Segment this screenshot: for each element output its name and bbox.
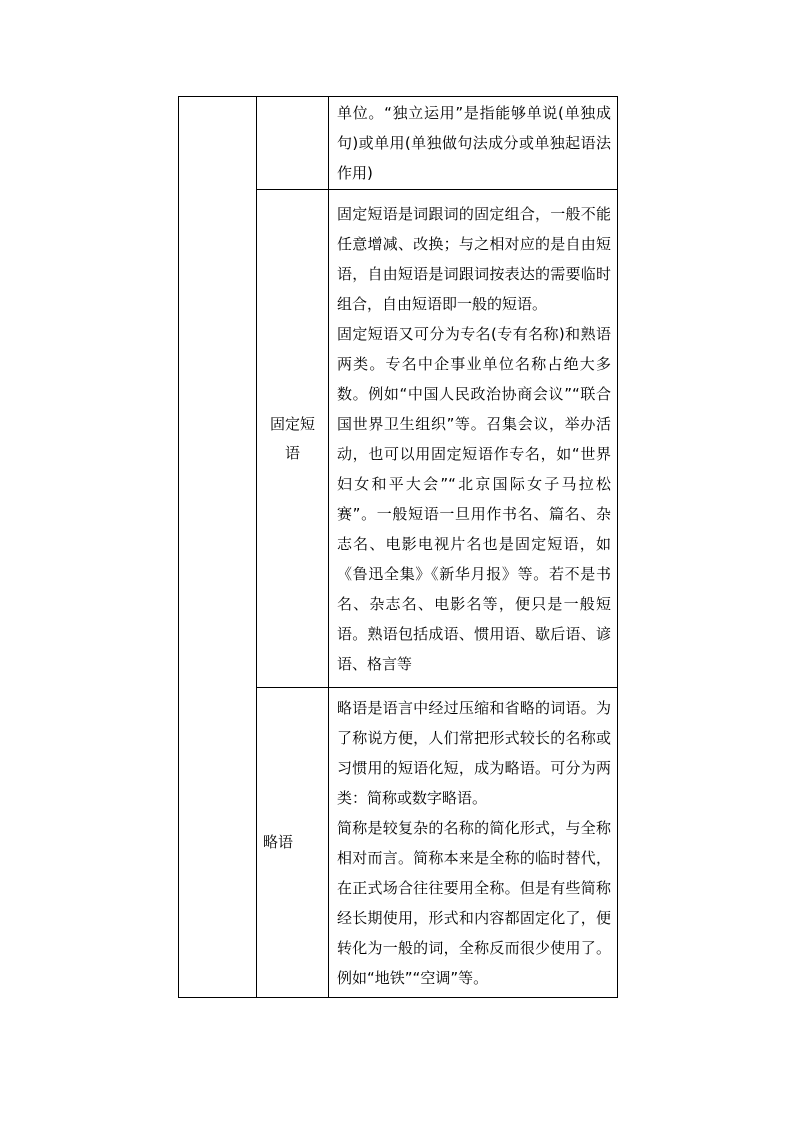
paragraph: 固定短语是词跟词的固定组合，一般不能任意增减、改换；与之相对应的是自由短语，自由短语是词跟词按表达的需要临时组合，自由短语即一般的短语。 (337, 204, 611, 313)
term-label: 固定短语 (269, 414, 315, 462)
content-text (329, 98, 617, 188)
paragraph: 单位。“独立运用”是指能够单说(单独成句)或单用(单独做句法成分或单独起语法作用) (337, 104, 611, 182)
paragraph: 固定短语又可分为专名(专有名称)和熟语两类。专名中企事业单位名称占绝大多数。例如“中国人民政治协商会议”“联合国世界卫生组织”等。召集会议，举办活动，也可以用固定短语作专名，如“世界妇女和平大会”“北京国际女子马拉松赛”。一般短语一旦用作书名、篇名、杂志名、电影电视片名也是固定短语，如《鲁迅全集》《新华月报》等。若不是书名、杂志名、电影名等，便只是一般短语。熟语包括成语、惯用语、歇后语、谚语、格言等 (337, 324, 611, 673)
content-cell (329, 190, 618, 688)
content-cell (329, 688, 618, 998)
content-cell (329, 97, 618, 190)
table-row (179, 97, 618, 190)
paragraph: 简称是较复杂的名称的简化形式，与全称相对而言。简称本来是全称的临时替代，在正式场合往往要用全称。但是有些简称经长期使用，形式和内容都固定化了，便转化为一般的词，全称反而很少使用了。例如“地铁”“空调”等。 (337, 818, 611, 987)
term-cell (257, 97, 329, 190)
term-cell (257, 688, 329, 998)
term-cell (257, 190, 329, 688)
definition-table (178, 96, 618, 998)
category-cell (179, 97, 257, 998)
content-text (329, 693, 617, 993)
term-label: 略语 (263, 833, 294, 851)
content-text (329, 199, 617, 679)
paragraph: 略语是语言中经过压缩和省略的词语。为了称说方便，人们常把形式较长的名称或习惯用的短语化短，成为略语。可分为两类：简称或数字略语。 (337, 698, 611, 807)
